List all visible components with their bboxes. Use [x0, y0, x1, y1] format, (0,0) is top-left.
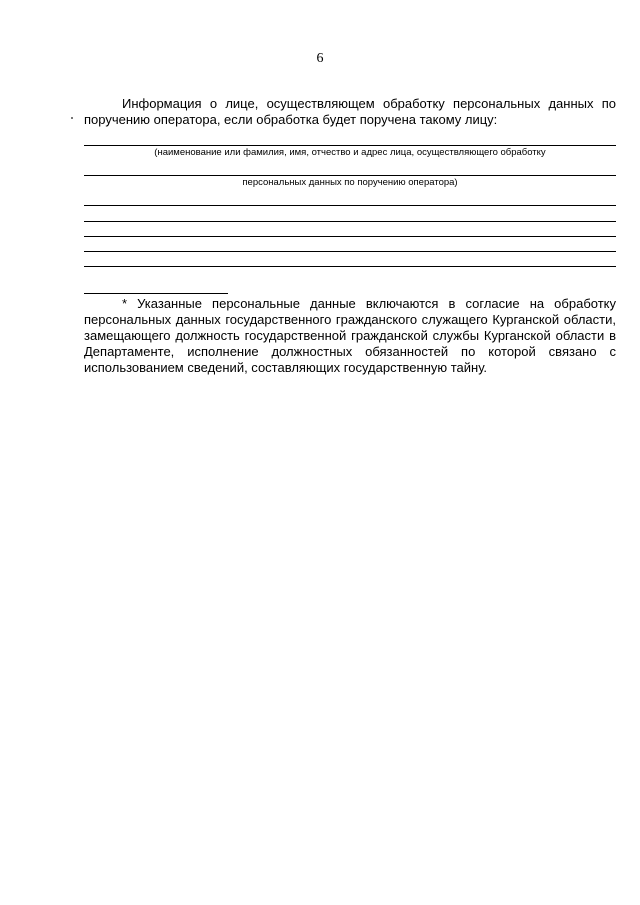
intro-paragraph [84, 96, 616, 128]
intro-line-1: Информация о лице, осуществляющем обработку персональных данных по [122, 96, 616, 111]
footnote-separator [84, 293, 228, 294]
fill-line-5 [84, 236, 616, 237]
fill-line-4 [84, 221, 616, 222]
fill-line-6 [84, 251, 616, 252]
fill-line-2 [84, 175, 616, 176]
caption-line-1: (наименование или фамилия, имя, отчество и адрес лица, осуществляющего обработку [154, 147, 546, 158]
page-number: 6 [316, 51, 324, 66]
fill-line-7 [84, 266, 616, 267]
fill-line-1 [84, 145, 616, 146]
intro-line-2: поручению оператора, если обработка будет поручена такому лицу: [84, 112, 498, 127]
scan-speck [71, 117, 73, 119]
caption-line-2: персональных данных по поручению оператора) [242, 177, 458, 188]
fill-line-3 [84, 205, 616, 206]
footnote-text: * Указанные персональные данные включаются в согласие на обработку персональных данных государственного гражданского служащего Курганской области, замещающего должность государственной гражданской службы Курганской области в Департаменте, исполнение должностных обязанностей по которой связано с использованием сведений, составляющих государственную тайну. [84, 296, 616, 375]
